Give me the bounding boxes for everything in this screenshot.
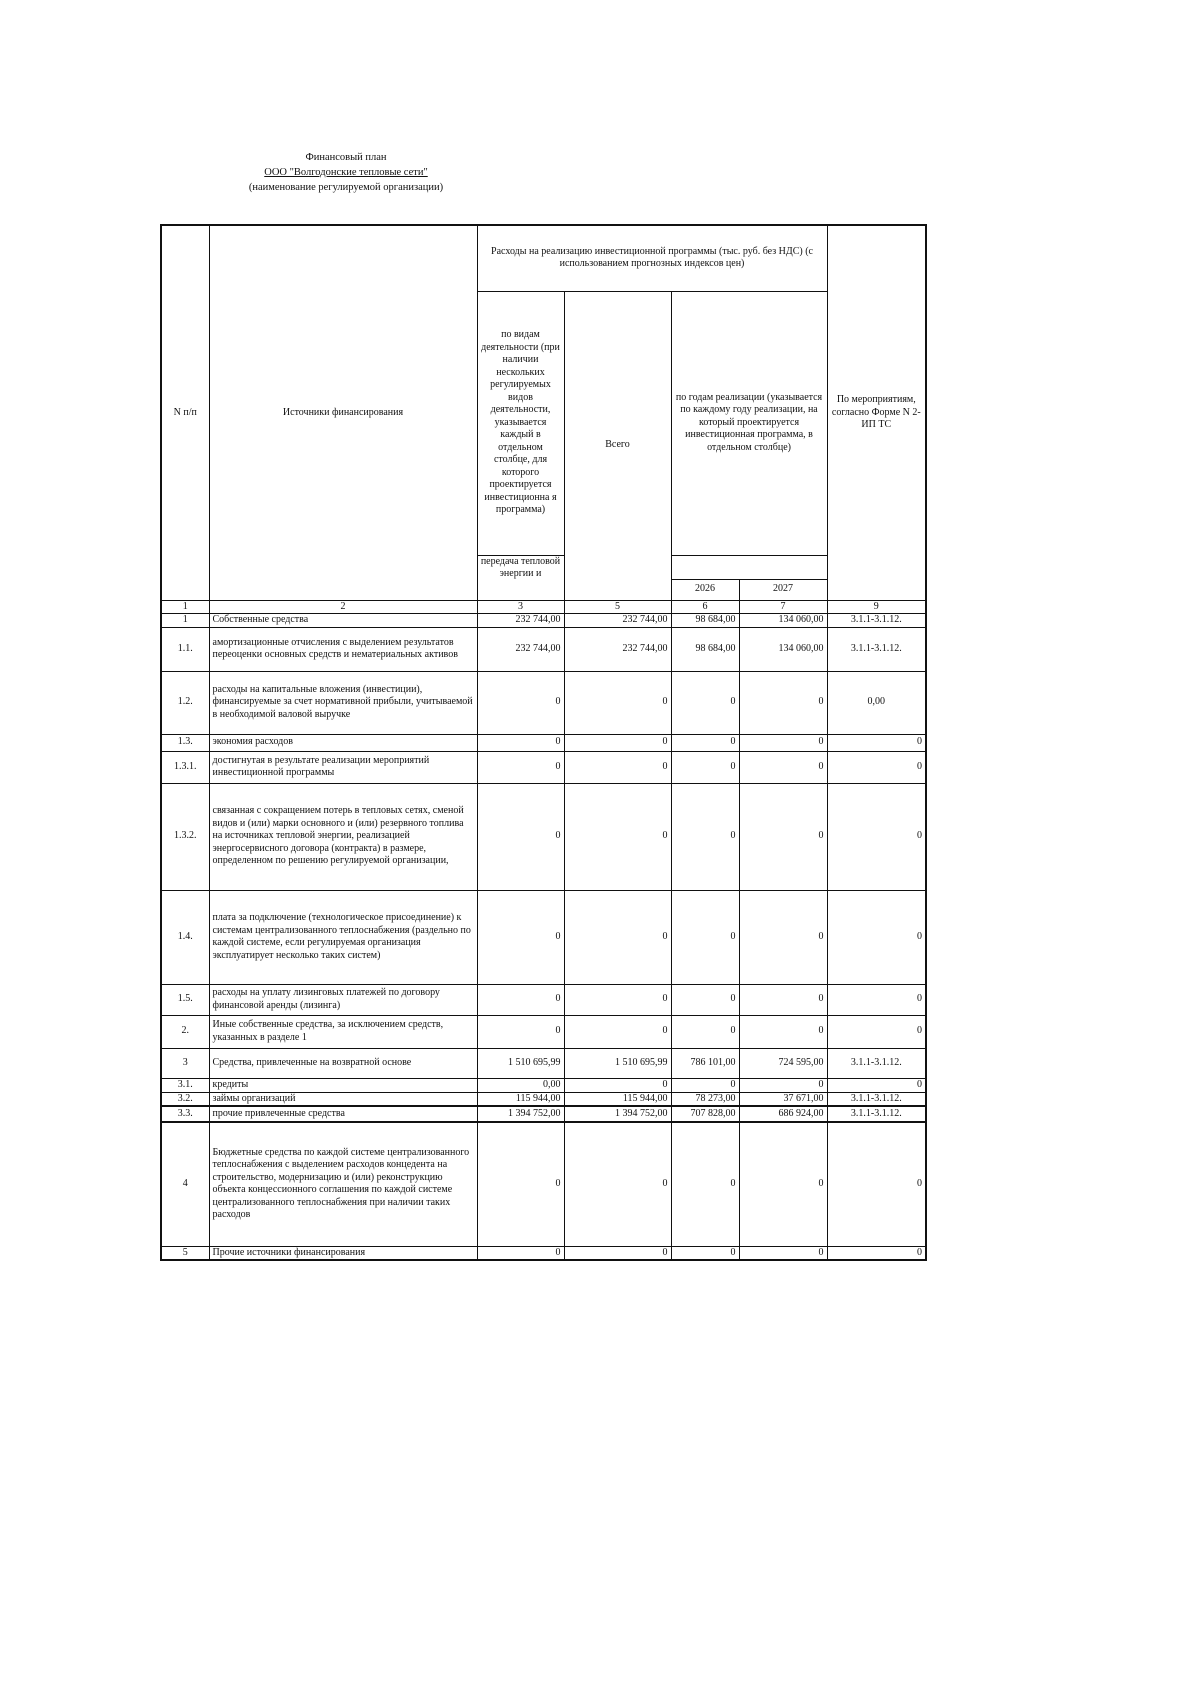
column-index: 9 [827, 600, 926, 614]
row-source: расходы на капитальные вложения (инвестиции), финансируемые за счет нормативной прибыли, учитываемой в необходимой валовой выручке [209, 671, 477, 734]
row-2027: 134 060,00 [739, 614, 827, 628]
row-source: прочие привлеченные средства [209, 1106, 477, 1122]
table-row [161, 1078, 926, 1092]
row-2026: 0 [671, 1246, 739, 1260]
row-2027: 0 [739, 984, 827, 1015]
row-source: амортизационные отчисления с выделением результатов переоценки основных средств и нематериальных активов [209, 627, 477, 671]
financial-plan-table [160, 224, 927, 1261]
organization-name: ООО "Волгодонские тепловые сети" [264, 167, 428, 178]
row-source: экономия расходов [209, 734, 477, 751]
column-header-total: Всего [564, 291, 671, 600]
row-activity: 0 [477, 1122, 564, 1246]
row-source: расходы на уплату лизинговых платежей по договору финансовой аренды (лизинга) [209, 984, 477, 1015]
table-row [161, 614, 926, 628]
row-2027: 724 595,00 [739, 1048, 827, 1078]
row-activity: 232 744,00 [477, 627, 564, 671]
row-measures: 3.1.1-3.1.12. [827, 1048, 926, 1078]
row-2026: 0 [671, 751, 739, 783]
row-activity: 0 [477, 1246, 564, 1260]
row-measures: 3.1.1-3.1.12. [827, 1106, 926, 1122]
row-total: 0 [564, 671, 671, 734]
row-source: Прочие источники финансирования [209, 1246, 477, 1260]
row-measures: 0 [827, 1015, 926, 1048]
column-index: 2 [209, 600, 477, 614]
table-row [161, 751, 926, 783]
row-total: 0 [564, 751, 671, 783]
column-header-by-activity: по видам деятельности (при наличии нескольких регулируемых видов деятельности, указывается каждый в отдельном столбце, для которого проектируется инвестиционна я программа) [477, 291, 564, 555]
row-2026: 98 684,00 [671, 614, 739, 628]
row-2027: 0 [739, 1015, 827, 1048]
row-2026: 707 828,00 [671, 1106, 739, 1122]
row-activity: 0 [477, 1015, 564, 1048]
years-spacer-cell [671, 555, 827, 579]
row-number: 3.1. [161, 1078, 209, 1092]
table-row [161, 984, 926, 1015]
row-2026: 0 [671, 1015, 739, 1048]
row-number: 1.4. [161, 890, 209, 984]
column-header-by-measures: По мероприятиям, согласно Форме N 2-ИП ТС [827, 225, 926, 600]
row-measures: 0 [827, 1246, 926, 1260]
row-2027: 0 [739, 671, 827, 734]
row-2026: 0 [671, 890, 739, 984]
row-total: 0 [564, 1015, 671, 1048]
row-number: 1.1. [161, 627, 209, 671]
row-source: Бюджетные средства по каждой системе централизованного теплоснабжения с выделением расходов концедента на строительство, модернизацию и (или) реконструкцию объекта концессионного соглашения по каждой системе централизованного теплоснабжения при наличии таких расходов [209, 1122, 477, 1246]
row-total: 0 [564, 783, 671, 890]
row-2026: 0 [671, 984, 739, 1015]
row-activity: 1 394 752,00 [477, 1106, 564, 1122]
row-number: 1.3.2. [161, 783, 209, 890]
row-source: плата за подключение (технологическое присоединение) к системам централизованного теплоснабжения (раздельно по каждой системе, если регулируемая организация эксплуатирует несколько таких систем) [209, 890, 477, 984]
document-header [160, 150, 532, 195]
table-row [161, 627, 926, 671]
row-source: Собственные средства [209, 614, 477, 628]
row-2027: 0 [739, 890, 827, 984]
row-number: 3 [161, 1048, 209, 1078]
row-measures: 3.1.1-3.1.12. [827, 614, 926, 628]
row-activity: 0 [477, 984, 564, 1015]
row-2026: 78 273,00 [671, 1092, 739, 1106]
row-activity: 232 744,00 [477, 614, 564, 628]
table-row [161, 1122, 926, 1246]
row-activity: 115 944,00 [477, 1092, 564, 1106]
row-total: 0 [564, 734, 671, 751]
row-number: 1.3. [161, 734, 209, 751]
row-measures: 0 [827, 984, 926, 1015]
table-row [161, 1246, 926, 1260]
row-2027: 37 671,00 [739, 1092, 827, 1106]
row-2027: 0 [739, 783, 827, 890]
column-index: 6 [671, 600, 739, 614]
column-header-activity-sub: передача тепловой энергии и [477, 555, 564, 600]
row-number: 3.3. [161, 1106, 209, 1122]
row-activity: 1 510 695,99 [477, 1048, 564, 1078]
row-2026: 0 [671, 734, 739, 751]
row-2026: 0 [671, 783, 739, 890]
column-index: 5 [564, 600, 671, 614]
row-2027: 0 [739, 1246, 827, 1260]
row-number: 1.2. [161, 671, 209, 734]
column-header-year-2027: 2027 [739, 579, 827, 600]
column-index: 3 [477, 600, 564, 614]
row-number: 4 [161, 1122, 209, 1246]
table-row [161, 1092, 926, 1106]
row-activity: 0 [477, 671, 564, 734]
row-measures: 0 [827, 783, 926, 890]
row-measures: 0 [827, 1122, 926, 1246]
column-header-year-2026: 2026 [671, 579, 739, 600]
row-2027: 0 [739, 751, 827, 783]
row-2026: 98 684,00 [671, 627, 739, 671]
table-row [161, 1048, 926, 1078]
row-activity: 0 [477, 751, 564, 783]
row-measures: 3.1.1-3.1.12. [827, 627, 926, 671]
row-total: 1 510 695,99 [564, 1048, 671, 1078]
row-number: 5 [161, 1246, 209, 1260]
row-source: Иные собственные средства, за исключением средств, указанных в разделе 1 [209, 1015, 477, 1048]
table-row [161, 783, 926, 890]
row-number: 2. [161, 1015, 209, 1048]
row-measures: 0,00 [827, 671, 926, 734]
row-activity: 0,00 [477, 1078, 564, 1092]
row-total: 115 944,00 [564, 1092, 671, 1106]
row-number: 1.3.1. [161, 751, 209, 783]
column-index: 1 [161, 600, 209, 614]
row-source: кредиты [209, 1078, 477, 1092]
table-row [161, 671, 926, 734]
row-total: 232 744,00 [564, 614, 671, 628]
column-index: 7 [739, 600, 827, 614]
row-2026: 0 [671, 1122, 739, 1246]
row-2027: 0 [739, 1122, 827, 1246]
row-2027: 0 [739, 734, 827, 751]
row-measures: 0 [827, 890, 926, 984]
row-source: займы организаций [209, 1092, 477, 1106]
row-total: 232 744,00 [564, 627, 671, 671]
row-source: Средства, привлеченные на возвратной основе [209, 1048, 477, 1078]
column-header-expenses-group: Расходы на реализацию инвестиционной программы (тыс. руб. без НДС) (с использованием прогнозных индексов цен) [477, 225, 827, 291]
row-2027: 0 [739, 1078, 827, 1092]
column-header-by-years: по годам реализации (указывается по каждому году реализации, на который проектируется инвестиционная программа, в отдельном столбце) [671, 291, 827, 555]
row-total: 0 [564, 890, 671, 984]
row-2027: 686 924,00 [739, 1106, 827, 1122]
row-total: 0 [564, 1078, 671, 1092]
row-2026: 0 [671, 1078, 739, 1092]
row-total: 1 394 752,00 [564, 1106, 671, 1122]
document-title: Финансовый план [305, 152, 387, 163]
row-source: связанная с сокращением потерь в тепловых сетях, сменой видов и (или) марки основного и (или) резервного топлива на источниках тепловой энергии, реализацией энергосервисного договора (контракта) в размере, определенном по решению регулируемой организации, [209, 783, 477, 890]
row-activity: 0 [477, 890, 564, 984]
row-number: 1 [161, 614, 209, 628]
row-number: 3.2. [161, 1092, 209, 1106]
row-2026: 0 [671, 671, 739, 734]
table-row [161, 1106, 926, 1122]
column-header-source: Источники финансирования [209, 225, 477, 600]
row-activity: 0 [477, 783, 564, 890]
row-measures: 3.1.1-3.1.12. [827, 1092, 926, 1106]
table-row [161, 890, 926, 984]
row-measures: 0 [827, 734, 926, 751]
row-source: достигнутая в результате реализации мероприятий инвестиционной программы [209, 751, 477, 783]
column-header-number: N п/п [161, 225, 209, 600]
row-measures: 0 [827, 1078, 926, 1092]
row-total: 0 [564, 984, 671, 1015]
row-2026: 786 101,00 [671, 1048, 739, 1078]
table-row [161, 734, 926, 751]
row-measures: 0 [827, 751, 926, 783]
table-row [161, 1015, 926, 1048]
organization-caption: (наименование регулируемой организации) [248, 182, 444, 193]
row-total: 0 [564, 1246, 671, 1260]
row-activity: 0 [477, 734, 564, 751]
row-number: 1.5. [161, 984, 209, 1015]
row-2027: 134 060,00 [739, 627, 827, 671]
row-total: 0 [564, 1122, 671, 1246]
